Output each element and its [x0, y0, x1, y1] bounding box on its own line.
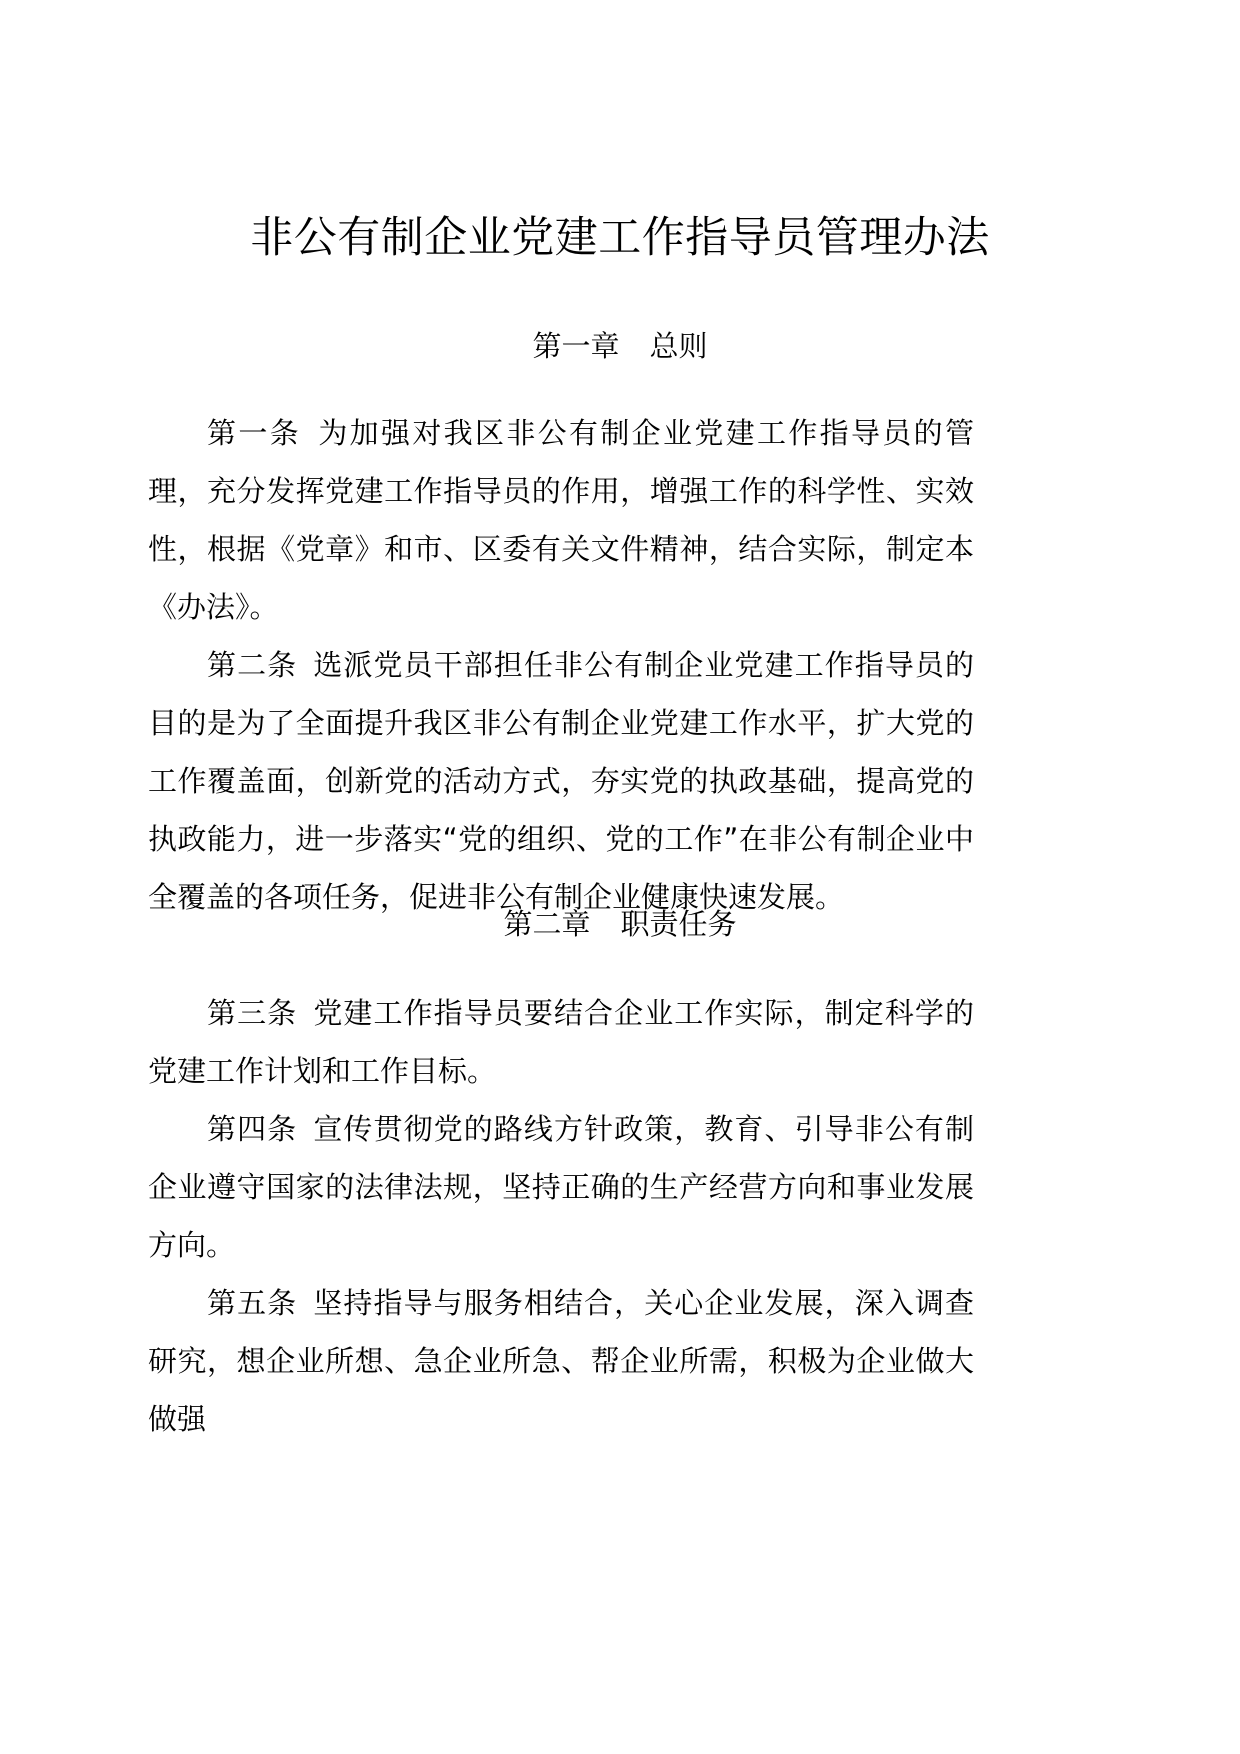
article-number: 第五条: [207, 1286, 298, 1320]
chapter-name: 总则: [649, 329, 708, 363]
chapter-heading-1: [0, 326, 1240, 366]
chapter-2-body: [148, 984, 974, 1448]
article-number: 第一条: [207, 416, 301, 450]
article-4: [148, 1100, 974, 1274]
chapter-name: 职责任务: [620, 907, 737, 941]
article-number: 第二条: [207, 648, 298, 682]
article-text: 宣传贯彻党的路线方针政策，教育、引导非公有制企业遵守国家的法律法规，坚持正确的生产经营方向和事业发展方向。: [148, 1112, 974, 1262]
chapter-heading-2: [0, 904, 1240, 944]
article-text: 党建工作指导员要结合企业工作实际，制定科学的党建工作计划和工作目标。: [148, 996, 974, 1088]
article-2: [148, 636, 974, 926]
article-number: 第四条: [207, 1112, 298, 1146]
article-1: [148, 404, 974, 636]
chapter-number: 第二章: [503, 907, 591, 941]
chapter-1-body: [148, 404, 974, 926]
article-3: [148, 984, 974, 1100]
chapter-number: 第一章: [532, 329, 620, 363]
article-text: 选派党员干部担任非公有制企业党建工作指导员的目的是为了全面提升我区非公有制企业党建工作水平，扩大党的工作覆盖面，创新党的活动方式，夯实党的执政基础，提高党的执政能力，进一步落实“党的组织、党的工作”在非公有制企业中全覆盖的各项任务，促进非公有制企业健康快速发展。: [148, 648, 974, 914]
article-number: 第三条: [207, 996, 298, 1030]
article-text: 坚持指导与服务相结合，关心企业发展，深入调查研究，想企业所想、急企业所急、帮企业所需，积极为企业做大做强: [148, 1286, 974, 1436]
article-5: [148, 1274, 974, 1448]
article-text: 为加强对我区非公有制企业党建工作指导员的管理，充分发挥党建工作指导员的作用，增强工作的科学性、实效性，根据《党章》和市、区委有关文件精神，结合实际，制定本《办法》。: [148, 416, 974, 624]
document-title: 非公有制企业党建工作指导员管理办法: [250, 213, 990, 263]
